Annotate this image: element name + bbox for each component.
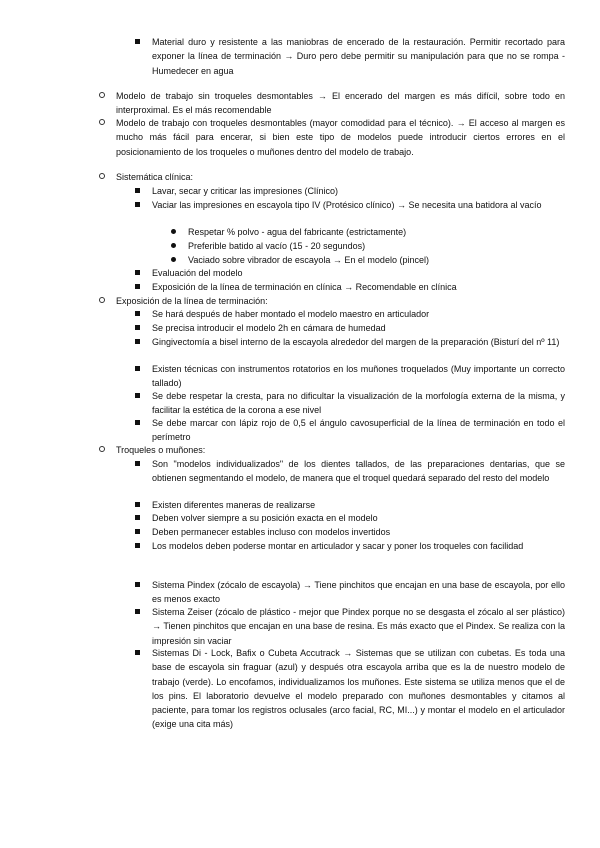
circle-bullet-icon <box>99 443 105 457</box>
circle-bullet-icon <box>99 89 105 103</box>
list-item: Sistema Zeiser (zócalo de plástico - mejor que Pindex porque no se desgasta el zócalo al ser plástico) → Tienen pinchitos que encajan en una base de resina. Es más exacto que el Pindex. Se realiza con la impresión sin vaciar <box>152 607 565 646</box>
list-item: Los modelos deben poderse montar en articulador y sacar y poner los troqueles con facilidad <box>152 541 524 551</box>
list-item: Se hará después de haber montado el modelo maestro en articulador <box>152 309 430 319</box>
list-item: Se debe respetar la cresta, para no dificultar la visualización de la morfología externa de la misma, y facilitar la estética de la corona a ese nivel <box>152 391 565 416</box>
list-item: Material duro y resistente a las maniobras de encerado de la restauración. Permitir recortado para exponer la línea de terminación → Duro pero debe permitir su manipulación para que no se rompa - Humedecer en agua <box>152 37 565 76</box>
square-bullet-icon <box>135 525 140 539</box>
section-heading: Troqueles o muñones: <box>116 445 206 455</box>
square-bullet-icon <box>135 578 140 592</box>
square-bullet-icon <box>135 539 140 553</box>
square-bullet-icon <box>135 457 140 471</box>
square-bullet-icon <box>135 605 140 619</box>
list-item: Sistema Pindex (zócalo de escayola) → Tiene pinchitos que encajan en una base de escayola, por ello es menos exacto <box>152 580 565 605</box>
list-item: Existen técnicas con instrumentos rotatorios en los muñones troquelados (Muy importante un correcto tallado) <box>152 364 565 389</box>
square-bullet-icon <box>135 321 140 335</box>
circle-bullet-icon <box>99 294 105 308</box>
square-bullet-icon <box>135 389 140 403</box>
section-heading: Exposición de la línea de terminación: <box>116 296 268 306</box>
square-bullet-icon <box>135 280 140 294</box>
list-item: Son "modelos individualizados" de los dientes tallados, de las preparaciones dentarias, que se obtienen segmentando el modelo, de manera que el troquel quedará separado del resto del modelo <box>152 459 565 484</box>
list-item: Vaciar las impresiones en escayola tipo IV (Protésico clínico) → Se necesita una batidora al vacío <box>152 200 542 210</box>
list-item: Deben volver siempre a su posición exacta en el modelo <box>152 513 378 523</box>
list-item: Vaciado sobre vibrador de escayola → En el modelo (pincel) <box>188 255 429 265</box>
square-bullet-icon <box>135 511 140 525</box>
list-item: Modelo de trabajo con troqueles desmontables (mayor comodidad para el técnico). → El acceso al margen es mucho más fácil para encerar, si bien este tipo de modelos puede introducir ciertos errores en el posicionamiento de los troqueles o muñones dentro del modelo de trabajo. <box>116 118 565 157</box>
square-bullet-icon <box>135 335 140 349</box>
list-item: Deben permanecer estables incluso con modelos invertidos <box>152 527 391 537</box>
square-bullet-icon <box>135 307 140 321</box>
list-item: Exposición de la línea de terminación en clínica → Recomendable en clínica <box>152 282 457 292</box>
list-item: Evaluación del modelo <box>152 268 243 278</box>
square-bullet-icon <box>135 362 140 376</box>
list-item: Preferible batido al vacío (15 - 20 segundos) <box>188 241 366 251</box>
square-bullet-icon <box>135 646 140 660</box>
dot-bullet-icon <box>171 225 176 239</box>
square-bullet-icon <box>135 416 140 430</box>
circle-bullet-icon <box>99 170 105 184</box>
circle-bullet-icon <box>99 116 105 130</box>
list-item: Se precisa introducir el modelo 2h en cámara de humedad <box>152 323 386 333</box>
list-item: Modelo de trabajo sin troqueles desmontables → El encerado del margen es más difícil, sobre todo en interproximal. Es el más recomendable <box>116 91 565 116</box>
square-bullet-icon <box>135 266 140 280</box>
square-bullet-icon <box>135 198 140 212</box>
list-item: Respetar % polvo - agua del fabricante (estrictamente) <box>188 227 407 237</box>
square-bullet-icon <box>135 35 140 49</box>
list-item: Lavar, secar y criticar las impresiones (Clínico) <box>152 186 339 196</box>
section-heading: Sistemática clínica: <box>116 172 194 182</box>
list-item: Existen diferentes maneras de realizarse <box>152 500 316 510</box>
list-item: Se debe marcar con lápiz rojo de 0,5 el ángulo cavosuperficial de la línea de terminación en todo el perímetro <box>152 418 565 443</box>
square-bullet-icon <box>135 184 140 198</box>
list-item: Gingivectomía a bisel interno de la escayola alrededor del margen de la preparación (Bisturí del nº 11) <box>152 337 560 347</box>
dot-bullet-icon <box>171 239 176 253</box>
list-item: Sistemas Di - Lock, Bafix o Cubeta Accutrack → Sistemas que se utilizan con cubetas. Es toda una base de escayola sin fraguar (azul) y después otra escayola arriba que es la de nuestro modelo de trabajo (verde). Lo encofamos, individualizamos los muñones. Este sistema se utiliza menos que el de los pins. El laboratorio devuelve el modelo preparado con muñones desmontables y citamos al paciente, para tomar los registros oclusales (arco facial, RC, MI...) y montar el modelo en el articulador (exige una cita más) <box>152 648 565 730</box>
